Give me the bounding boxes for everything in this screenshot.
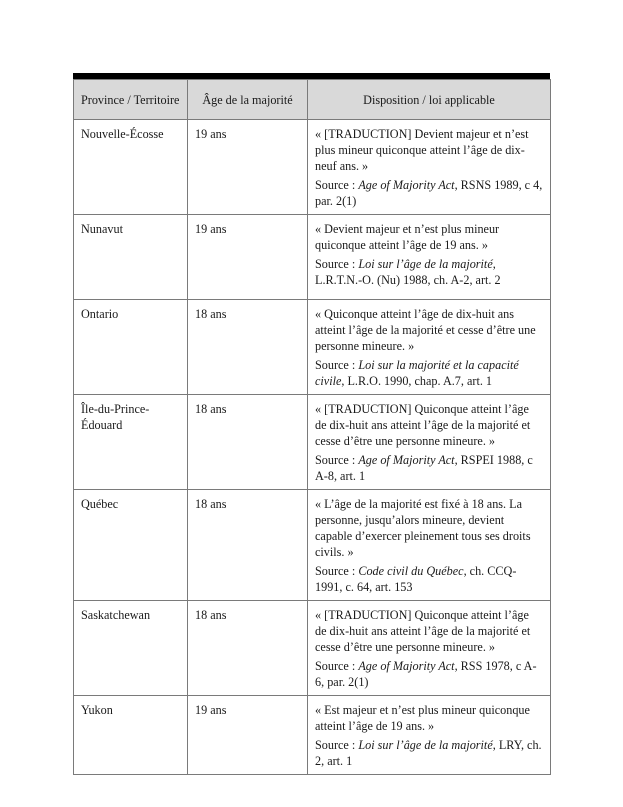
quote-text: « Est majeur et n’est plus mineur quiconque atteint l’âge de 19 ans. » bbox=[315, 703, 530, 733]
header-province: Province / Territoire bbox=[74, 80, 188, 120]
source-ref: , LRY, ch. 2, art. 1 bbox=[315, 738, 542, 768]
source-ref: , L.R.O. 1990, chap. A.7, art. 1 bbox=[341, 374, 493, 388]
source-ref: , RSS 1978, c A-6, par. 2(1) bbox=[315, 659, 537, 689]
age-cell: 19 ans bbox=[188, 696, 308, 775]
table-row bbox=[74, 395, 551, 490]
header-age: Âge de la majorité bbox=[188, 80, 308, 120]
source-label: Source : bbox=[315, 257, 356, 271]
age-cell: 18 ans bbox=[188, 490, 308, 601]
table-row bbox=[74, 215, 551, 300]
source-title: Loi sur la majorité et la capacité civile bbox=[315, 358, 519, 388]
source-title: Loi sur l’âge de la majorité bbox=[358, 738, 493, 752]
document-page bbox=[73, 73, 550, 775]
disposition-cell bbox=[308, 215, 551, 300]
source-title: Age of Majority Act bbox=[358, 453, 455, 467]
table-row bbox=[74, 300, 551, 395]
source-citation bbox=[315, 357, 543, 389]
table-header-row bbox=[74, 80, 551, 120]
disposition-cell bbox=[308, 490, 551, 601]
source-citation bbox=[315, 737, 543, 769]
province-cell: Québec bbox=[74, 490, 188, 601]
age-cell: 18 ans bbox=[188, 300, 308, 395]
source-title: Age of Majority Act bbox=[358, 178, 455, 192]
quote-text: « L’âge de la majorité est fixé à 18 ans. La personne, jusqu’alors mineure, devient capable d’exercer pleinement tous ses droits civils. » bbox=[315, 497, 531, 559]
quote-text: « Devient majeur et n’est plus mineur quiconque atteint l’âge de 19 ans. » bbox=[315, 222, 500, 252]
source-label: Source : bbox=[315, 453, 356, 467]
source-label: Source : bbox=[315, 738, 356, 752]
disposition-cell bbox=[308, 395, 551, 490]
source-title: Code civil du Québec bbox=[358, 564, 464, 578]
table-row bbox=[74, 601, 551, 696]
disposition-cell bbox=[308, 120, 551, 215]
age-cell: 18 ans bbox=[188, 395, 308, 490]
table-row bbox=[74, 120, 551, 215]
province-cell: Nouvelle-Écosse bbox=[74, 120, 188, 215]
source-citation bbox=[315, 256, 543, 288]
age-cell: 18 ans bbox=[188, 601, 308, 696]
source-citation bbox=[315, 563, 543, 595]
age-cell: 19 ans bbox=[188, 120, 308, 215]
quote-text: « [TRADUCTION] Quiconque atteint l’âge de dix-huit ans atteint l’âge de la majorité et cesse d’être une personne mineure. » bbox=[315, 608, 531, 654]
source-ref: , RSNS 1989, c 4, par. 2(1) bbox=[315, 178, 543, 208]
source-citation bbox=[315, 177, 543, 209]
source-ref: , ch. CCQ-1991, c. 64, art. 153 bbox=[315, 564, 517, 594]
source-ref: , L.R.T.N.-O. (Nu) 1988, ch. A-2, art. 2 bbox=[315, 257, 501, 287]
province-cell: Ontario bbox=[74, 300, 188, 395]
province-cell: Saskatchewan bbox=[74, 601, 188, 696]
province-cell: Yukon bbox=[74, 696, 188, 775]
disposition-cell bbox=[308, 601, 551, 696]
quote-text: « [TRADUCTION] Devient majeur et n’est plus mineur quiconque atteint l’âge de dix-neuf ans. » bbox=[315, 127, 529, 173]
header-disposition: Disposition / loi applicable bbox=[308, 80, 551, 120]
source-label: Source : bbox=[315, 659, 356, 673]
source-citation bbox=[315, 658, 543, 690]
source-label: Source : bbox=[315, 564, 356, 578]
quote-text: « [TRADUCTION] Quiconque atteint l’âge de dix-huit ans atteint l’âge de la majorité et cesse d’être une personne mineure. » bbox=[315, 402, 531, 448]
table-row bbox=[74, 490, 551, 601]
source-citation bbox=[315, 452, 543, 484]
age-of-majority-table bbox=[73, 79, 551, 775]
source-ref: , RSPEI 1988, c A-8, art. 1 bbox=[315, 453, 533, 483]
disposition-cell bbox=[308, 696, 551, 775]
quote-text: « Quiconque atteint l’âge de dix-huit ans atteint l’âge de la majorité et cesse d’être une personne mineure. » bbox=[315, 307, 536, 353]
province-cell: Nunavut bbox=[74, 215, 188, 300]
disposition-cell bbox=[308, 300, 551, 395]
source-title: Age of Majority Act bbox=[358, 659, 455, 673]
table-row bbox=[74, 696, 551, 775]
source-title: Loi sur l’âge de la majorité bbox=[358, 257, 493, 271]
age-cell: 19 ans bbox=[188, 215, 308, 300]
province-cell: Île-du-Prince-Édouard bbox=[74, 395, 188, 490]
source-label: Source : bbox=[315, 358, 356, 372]
source-label: Source : bbox=[315, 178, 356, 192]
